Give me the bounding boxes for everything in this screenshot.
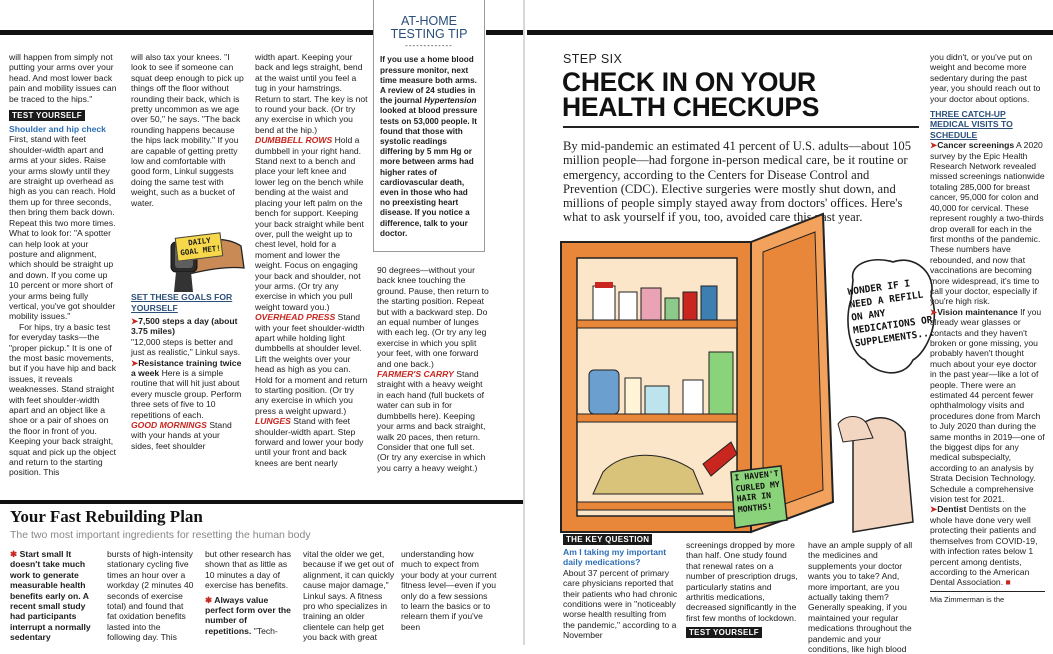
catch-up-sidebar: you didn't, or you've put on weight and become more sedentary during the past year, you should reach out to your doctor about options. THREE CATCH-UP MEDICAL VISITS TO SCHEDULE ➤Cancer screenings A 2020 survey by the Epic Health Research Network revealed missed screenings nationwide totaling 285,000 for breast cancer, 95,000 for colon and 40,000 for cervical. These represent roughly a two-thirds drop overall for each in the first months of the pandemic. These numbers have rebounded, and now that vaccinations are becoming more widespread, it's time to call your doctor, especially if you're high risk. ➤Vision maintenance If you already wear glasses or contacts and they haven't broken or gone missing, you probably haven't thought much about your eye doctor in the past year—like a lot of people. There were an estimated 44 percent fewer ophthalmology visits and procedures done from March to July 2020 than during the same months in 2019—one of the biggest dips for any medical subspecialty, according to an analysis by Strata Decision Technology. Schedule a comprehensive vision test for 2021. ➤Dentist Dentists on the whole have done very well protecting their patients and themselves from COVID-19, with infection rates below 1 percent among dentists, according to the American Dental Association. ■ Mia Zimmerman is the xyxy=(930,52,1045,604)
plan-top-rule xyxy=(0,500,523,504)
key-question-column xyxy=(563,534,678,645)
plan-col-3: but other research has shown that as little as 10 minutes a day of exercise has benefits. ✱ Always value perfect form over the number of repetitions. "Tech- xyxy=(205,549,295,645)
middle-column xyxy=(686,540,800,645)
article-deck: By mid-pandemic an estimated 41 percent of U.S. adults—about 105 million people—had forgone in-person medical care, be it routine or emergency, according to the Centers for Disease Control and Prevention (CDC). Elective surgeries were mostly shut down, and millions of people simply stayed away from doctors' offices. Here's what to ask yourself if you, too, avoided care this past year. xyxy=(563,139,912,225)
column-3 xyxy=(255,52,369,486)
plan-col1-body: It doesn't take much work to generate measurable health benefits early on. A recent small study had participants interrupt a normally sedentary xyxy=(10,549,91,643)
goals-title: SET THESE GOALS FOR YOURSELF xyxy=(131,292,233,313)
vision-maintenance-heading: Vision maintenance xyxy=(937,306,1018,317)
overhead-press-heading: OVERHEAD PRESS xyxy=(255,312,336,323)
dentist-heading: Dentist xyxy=(937,504,967,515)
middle-column-body: screenings dropped by more than half. One study found that renewal rates on a number of prescription drugs, particularly statins and arthritis medications, decreased significantly in the first few months of lockdown. xyxy=(686,540,798,623)
shoulder-hip-heading: Shoulder and hip check xyxy=(9,124,106,135)
column-1 xyxy=(9,52,119,486)
column-4 xyxy=(377,265,489,486)
col2-para1: will also tax your knees. "I look to see if someone can squat deep enough to pick up things off the floor without rounding their back, which is pretty uncommon as we age over 50," he says. "The back rounding happens because the hips lack mobility." If you are capable of getting pretty low and comfortable with good form, Linkul suggests doing the same test with weight, such as a bucket of water. xyxy=(131,52,244,208)
plan-start-small-heading: Start small xyxy=(19,549,64,559)
plan-col-5 xyxy=(401,549,497,645)
plan-col-2 xyxy=(107,549,195,645)
good-mornings-body: Stand with your hands at your sides, feet shoulder xyxy=(131,419,232,451)
goal1-heading: 7,500 steps a day (about 3.75 miles) xyxy=(131,315,238,337)
column-2: will also tax your knees. "I look to see if someone can squat deep enough to pick up things off the floor without rounding their back, which is pretty uncommon as we age over 50," he says. "The back rounding happens because the hips lack mobility." If you are capable of getting pretty low and comfortable with good form, Linkul suggests doing the same test with weight, such as a bucket of water. SET THESE GOALS FOR YOURSELF ➤7,500 steps a day (about 3.75 miles) "12,000 steps is better and just as realistic," Linkul says. ➤Resistance training twice a week Here is a simple routine that will hit just about every muscle group. Perform three sets of five to 10 repetitions of each. GOOD MORNINGS Stand with your hands at your sides, feet shoulder xyxy=(131,52,244,451)
plan-col5-body: understanding how much to expect from your body at your current fitness level—even if you only do a few sessions to learn the basics or to relearn them if you've been xyxy=(401,549,497,632)
plan-col2-body: bursts of high-intensity stationary cycling five times an hour over a workday (2 minutes 40 seconds of exercise total) and found that fat oxidation benefits lasted into the following day. This xyxy=(107,549,194,643)
headline-line2: HEALTH CHECKUPS xyxy=(562,92,820,122)
col3-para1: width apart. Keeping your back and legs straight, bend at the waist until you feel a tug in your hamstrings. Return to start. The key is not to round your back. (Or try any exercise in which you bend at the hip.) xyxy=(255,52,368,135)
page-headline xyxy=(562,67,917,122)
tip-body-a: If you use a home blood pressure monitor, next time measure both arms. A review of 24 studies in the journal xyxy=(380,55,477,106)
goal2-heading: Resistance training twice a week xyxy=(131,357,242,378)
dumbbell-rows-heading: DUMBBELL ROWS xyxy=(255,135,333,146)
test-yourself-tag: TEST YOURSELF xyxy=(9,110,85,121)
plan-title: Your Fast Rebuilding Plan xyxy=(10,507,203,526)
col1-para2: For hips, try a basic test for everyday tasks—the "proper pickup." It is one of the most basic movements, but if you have hip and back issues, it reveals weaknesses. Stand straight with feet shoulder-width apart and an object like a shoe or a pair of shoes on the floor in front of you. Keeping your back straight, squat and pick up the object and return to the starting position. This xyxy=(9,321,117,478)
goal1-body: "12,000 steps is better and just as realistic," Linkul says. xyxy=(131,336,241,358)
shoulder-hip-body: First, stand with feet shoulder-width apart and arms at your sides. Raise your arms slowly until they are straight up overhead as high as you can reach. Hold them up for three seconds, then bring them back down. Repeat this two more times. What to look for: "A spotter can help look at your posture and alignment, which should be straight up and down. If you come up 10 percent or more short of your arms being fully vertical, you've got shoulder mobility issues." xyxy=(9,134,116,322)
daily-goal-badge-text: DAILY GOAL MET! xyxy=(179,235,222,258)
thought-bubble-text: WONDER IF I NEED A REFILL ON ANY MEDICATIONS OR SUPPLEMENTS... xyxy=(847,278,936,350)
step-label: STEP SIX xyxy=(563,52,623,66)
footer-note: Mia Zimmerman is the xyxy=(930,594,1005,604)
hair-sticker-text: I HAVEN'T CURLED MY HAIR IN MONTHS! xyxy=(733,467,781,514)
headline-line1: CHECK IN ON YOUR xyxy=(562,67,816,97)
lunges-body: Stand with feet shoulder-width apart. Step forward and lower your body until your front and back knees are bent nearly xyxy=(255,416,364,468)
plan-perfect-form-heading: Always value perfect form over the number of repetitions. xyxy=(205,594,291,636)
farmers-carry-heading: FARMER'S CARRY xyxy=(377,369,454,380)
tip-journal: Hypertension xyxy=(424,96,477,106)
plan-col4-body: vital the older we get, because if we get out of alignment, it can quickly cause major damage," Linkul says. A fitness pro who specializes in training an older clientele can help get you back with great xyxy=(303,549,395,643)
top-rule-left xyxy=(0,30,374,35)
testing-tip-box xyxy=(373,0,485,252)
overhead-press-body: Stand with your feet shoulder-width apart while holding light dumbbells at shoulder level. Lift the weights over your head as high as you can. Hold for a moment and return to starting position. (Or try any exercise in which you press a weight upward.) xyxy=(255,312,368,416)
dumbbell-rows-body: Hold a dumbbell in your right hand. Stand next to a bench and place your left knee and lower leg on the bench while bending at the waist and placing your left palm on the bench for support. Keeping your back straight while bent over, pull the weight up to chest level, hold for a moment and lower the weight. Focus on engaging your back and shoulder, not your arms. (Or try any exercise in which you pull weight toward you.) xyxy=(255,135,364,312)
dentist-body: Dentists on the whole have done very well protecting their patients and themselves from COVID-19, with infection rates below 1 percent among dentists, according to the American Dental Association. xyxy=(930,504,1038,588)
tip-body-b: looked at blood pressure tests on 53,000 people. It found that those with systolic readings differing by 5 mm Hg or more between arms had higher rates of cardiovascular death, even in those who had no preexisting heart disease. If you notice a difference, talk to your doctor. xyxy=(380,106,478,238)
col4-para1: 90 degrees—without your back knee touching the ground. Pause, then return to the starting position. Repeat but with a backward step. Do an equal number of lunges with each leg. (Or try any leg exercise in which you split your feet, with one forward and one back.) xyxy=(377,265,489,369)
sidebar-title: THREE CATCH-UP MEDICAL VISITS TO SCHEDULE xyxy=(930,109,1013,140)
headline-rule xyxy=(563,126,919,128)
good-mornings-heading: GOOD MORNINGS xyxy=(131,419,207,430)
sidebar-intro: you didn't, or you've put on weight and become more sedentary during the past year, you should reach out to your doctor about options. xyxy=(930,52,1041,104)
key-question-tag: THE KEY QUESTION xyxy=(563,534,652,545)
key-question-heading: Am I taking my important daily medications? xyxy=(563,547,667,568)
top-rule-right xyxy=(527,30,1053,35)
tip-divider: ------------- xyxy=(405,41,453,50)
plan-col-4 xyxy=(303,549,395,645)
key-question-body: About 37 percent of primary care physicians reported that their patients who had chronic conditions were in "noticeably worse health resulting from the pandemic," according to a November xyxy=(563,567,678,641)
tip-title-line1: AT-HOME xyxy=(400,14,458,28)
cancer-screenings-heading: Cancer screenings xyxy=(937,140,1015,151)
tip-title-line2: TESTING TIP xyxy=(390,27,468,41)
lunges-heading: LUNGES xyxy=(255,416,291,427)
farmers-carry-body: Stand straight with a heavy weight in each hand (full buckets of water can sub in for dumbbells here). Keeping your arms and back straight, walk 20 paces, then return. Consider that one full set. (Or try any exercise in which you carry a heavy weight.) xyxy=(377,369,486,473)
col1-intro: will happen from simply not putting your arms over your head. And most lower back pain and mobility issues can be traced to the hips." xyxy=(9,52,117,104)
test-yourself-tag-2: TEST YOURSELF xyxy=(686,627,762,638)
third-column-body: have an ample supply of all the medicines and supplements your doctor wants you to take? And, more important, are you actually taking them? Generally speaking, if you maintained your regular medications throughout the pandemic and your conditions, like high blood xyxy=(808,540,913,654)
plan-col3-body: but other research has shown that as little as 10 minutes a day of exercise has benefits. xyxy=(205,549,291,591)
goal2-body: Here is a simple routine that will hit just about every muscle group. Perform three sets of five to 10 repetitions of each. xyxy=(131,367,242,420)
third-column xyxy=(808,540,920,654)
page-spine xyxy=(523,0,525,645)
plan-col-1: ✱ Start small It doesn't take much work to generate measurable health benefits early on. A recent small study had participants interrupt a normally sedentary xyxy=(10,549,91,643)
top-rule-left-2 xyxy=(486,30,523,35)
plan-col3-tail: "Tech- xyxy=(253,625,278,636)
cancer-screenings-body: A 2020 survey by the Epic Health Research Network revealed missed screenings nationwide totaling 285,000 for breast cancer, 95,000 for colon and 40,000 for cervical. These represent roughly a two-thirds drop overall for each in the first months of the pandemic. These numbers have rebounded, and now that vaccinations are becoming more widespread, it's time to call your doctor, especially if you're high risk. xyxy=(930,140,1045,307)
plan-subtitle: The two most important ingredients for resetting the human body xyxy=(10,529,311,541)
tip-body xyxy=(374,51,484,239)
vision-maintenance-body: If you already wear glasses or contacts and they haven't broken or gone missing, you probably haven't thought much about your eye doctor in the past year—like a lot of people. There were an estimated 44 percent fewer ophthalmology visits and procedures done from March to July 2020 than during the same months in 2019—one of the biggest dips for any medical subspecialty, according to an analysis by Strata Decision Technology. Schedule a comprehensive vision test for 2021. xyxy=(930,306,1045,505)
